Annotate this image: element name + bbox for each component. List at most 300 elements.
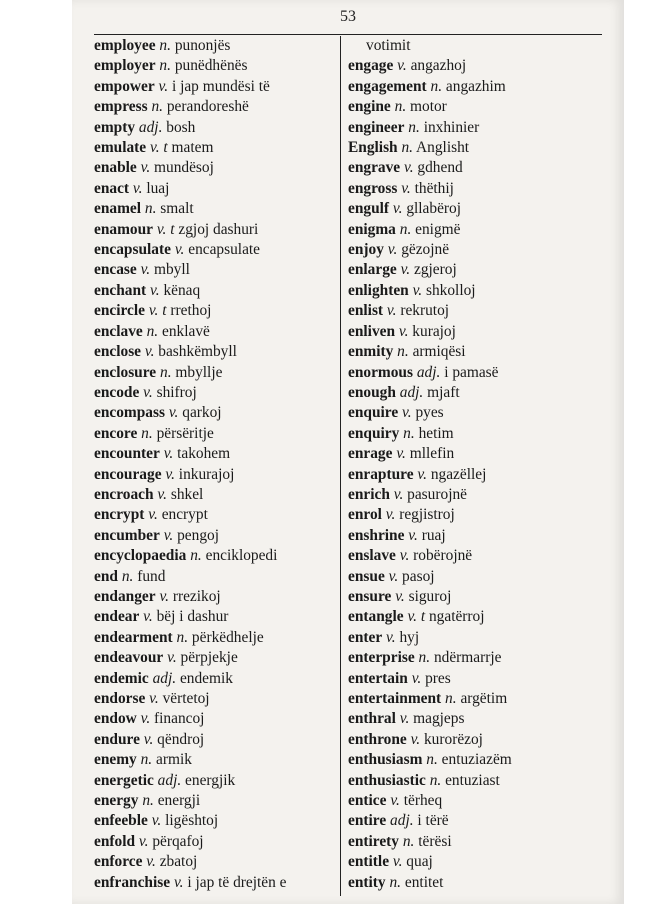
entry-part-of-speech: v. bbox=[140, 261, 151, 279]
entry-headword: encroach bbox=[94, 485, 154, 503]
entry-translation: i jap të drejtën e bbox=[187, 873, 287, 891]
dictionary-entry bbox=[348, 546, 604, 566]
entry-translation: ruaj bbox=[421, 526, 446, 544]
entry-headword: energy bbox=[94, 792, 139, 810]
entry-part-of-speech: adj. bbox=[152, 669, 177, 687]
dictionary-entry bbox=[348, 342, 604, 362]
entry-headword: enamour bbox=[94, 220, 153, 238]
page-number: 53 bbox=[340, 8, 356, 25]
entry-translation: enigmë bbox=[415, 220, 461, 238]
entry-translation: perandoreshë bbox=[166, 98, 249, 116]
entry-translation: tërësi bbox=[418, 832, 452, 850]
dictionary-entry bbox=[348, 526, 604, 546]
entry-translation: rrezikoj bbox=[172, 587, 221, 605]
entry-translation: regjistroj bbox=[399, 506, 455, 524]
entry-part-of-speech: v. bbox=[393, 485, 404, 503]
entry-translation: mundësoj bbox=[154, 159, 214, 177]
entry-translation: pres bbox=[425, 669, 451, 687]
dictionary-entry bbox=[94, 363, 334, 383]
entry-translation: inkurajoj bbox=[178, 465, 235, 483]
entry-translation: i tërë bbox=[417, 812, 449, 830]
entry-part-of-speech: v. bbox=[404, 159, 414, 177]
dictionary-entry bbox=[94, 424, 334, 444]
entry-part-of-speech: v. bbox=[132, 179, 143, 197]
entry-headword: engineer bbox=[348, 118, 405, 136]
dictionary-entry bbox=[94, 301, 334, 321]
entry-translation: angazhim bbox=[445, 77, 506, 95]
entry-headword: enthusiastic bbox=[348, 771, 426, 789]
dictionary-entry bbox=[94, 36, 334, 56]
entry-translation: angazhoj bbox=[410, 57, 467, 75]
entry-part-of-speech: n. bbox=[159, 37, 171, 54]
entry-headword: entice bbox=[348, 792, 387, 810]
dictionary-entry bbox=[348, 260, 604, 280]
entry-headword: enrage bbox=[348, 445, 393, 463]
entry-headword: encourage bbox=[94, 465, 162, 483]
dictionary-entry bbox=[94, 403, 334, 423]
dictionary-entry bbox=[94, 669, 334, 689]
entry-translation: përkëdhelje bbox=[191, 628, 264, 646]
entry-translation: gëzojnë bbox=[401, 241, 450, 259]
continuation-line: votimit bbox=[366, 37, 411, 54]
dictionary-entry bbox=[94, 138, 334, 158]
entry-translation: bëj i dashur bbox=[156, 608, 229, 626]
entry-headword: empower bbox=[94, 77, 155, 95]
entry-headword: enthral bbox=[348, 710, 396, 728]
dictionary-entry bbox=[94, 607, 334, 627]
entry-part-of-speech: v. bbox=[408, 526, 418, 544]
entry-translation: përpjekje bbox=[180, 649, 238, 667]
dictionary-entry bbox=[94, 832, 334, 852]
dictionary-entry bbox=[94, 342, 334, 362]
entry-headword: engrave bbox=[348, 159, 401, 177]
dictionary-entry bbox=[94, 628, 334, 648]
dictionary-entry bbox=[94, 587, 334, 607]
entry-part-of-speech: v. bbox=[143, 383, 153, 401]
entry-part-of-speech: v. bbox=[397, 57, 407, 75]
entry-part-of-speech: v. bbox=[386, 302, 397, 320]
entry-headword: enmity bbox=[348, 343, 394, 361]
entry-headword: enclose bbox=[94, 343, 142, 361]
entry-part-of-speech: v. bbox=[173, 873, 184, 891]
dictionary-entry bbox=[94, 771, 334, 791]
entry-part-of-speech: n. bbox=[397, 343, 409, 361]
entry-part-of-speech: n. bbox=[418, 649, 431, 667]
entry-translation: gllabëroj bbox=[406, 200, 462, 218]
entry-part-of-speech: n. bbox=[176, 628, 189, 646]
entry-headword: enact bbox=[94, 179, 130, 197]
entry-part-of-speech: n. bbox=[430, 77, 443, 95]
entry-translation: tërheq bbox=[403, 792, 443, 810]
entry-headword: encapsulate bbox=[94, 241, 171, 259]
entry-translation: ngazëllej bbox=[430, 465, 487, 483]
entry-headword: engross bbox=[348, 179, 398, 197]
entry-headword: enrol bbox=[348, 506, 382, 524]
entry-headword: enclave bbox=[94, 322, 143, 340]
dictionary-entry bbox=[348, 465, 604, 485]
entry-headword: encrypt bbox=[94, 506, 145, 524]
entry-part-of-speech: v. bbox=[388, 567, 399, 585]
dictionary-entry bbox=[94, 56, 334, 76]
entry-part-of-speech: v. bbox=[140, 159, 151, 177]
dictionary-entry bbox=[94, 873, 334, 893]
entry-translation: energjik bbox=[185, 771, 236, 789]
entry-translation: armik bbox=[156, 751, 192, 769]
entry-headword: engagement bbox=[348, 77, 427, 95]
dictionary-entry bbox=[348, 281, 604, 301]
dictionary-entry bbox=[348, 852, 604, 872]
entry-translation: encapsulate bbox=[188, 241, 261, 259]
entry-headword: enrapture bbox=[348, 465, 414, 483]
dictionary-entry bbox=[94, 118, 334, 138]
entry-translation: entitet bbox=[404, 873, 444, 891]
dictionary-entry bbox=[348, 199, 604, 219]
dictionary-entry bbox=[348, 158, 604, 178]
dictionary-entry bbox=[348, 424, 604, 444]
entry-translation: kurajoj bbox=[412, 322, 456, 340]
entry-headword: endure bbox=[94, 730, 140, 748]
entry-translation: mbyllje bbox=[175, 363, 223, 381]
entry-translation: zgjeroj bbox=[414, 261, 457, 279]
entry-part-of-speech: adj. bbox=[416, 363, 441, 381]
entry-headword: engage bbox=[348, 57, 394, 75]
entry-headword: encounter bbox=[94, 445, 160, 463]
entry-translation: rrethoj bbox=[170, 302, 212, 320]
dictionary-entry bbox=[348, 118, 604, 138]
dictionary-entry bbox=[348, 689, 604, 709]
entry-headword: end bbox=[94, 567, 118, 585]
entry-part-of-speech: v. bbox=[392, 853, 403, 871]
dictionary-entry bbox=[348, 301, 604, 321]
entry-headword: enshrine bbox=[348, 526, 405, 544]
entry-headword: endeavour bbox=[94, 649, 164, 667]
entry-translation: energji bbox=[157, 792, 201, 810]
entry-part-of-speech: n. bbox=[121, 567, 134, 585]
dictionary-entry bbox=[348, 648, 604, 668]
dictionary-entry bbox=[348, 363, 604, 383]
entry-translation: i jap mundësi të bbox=[171, 77, 270, 95]
dictionary-entry bbox=[348, 832, 604, 852]
entry-headword: encompass bbox=[94, 404, 165, 422]
entry-part-of-speech: v. bbox=[410, 730, 421, 748]
entry-translation: shkel bbox=[170, 485, 204, 503]
entry-part-of-speech: v. bbox=[143, 608, 153, 626]
entry-part-of-speech: n. bbox=[394, 98, 407, 116]
entry-headword: enemy bbox=[94, 751, 137, 769]
entry-part-of-speech: v. bbox=[144, 343, 155, 361]
entry-translation: ngatërroj bbox=[428, 608, 485, 626]
entry-headword: enthrone bbox=[348, 730, 407, 748]
entry-headword: encase bbox=[94, 261, 137, 279]
entry-headword: endorse bbox=[94, 690, 146, 707]
left-column bbox=[94, 36, 334, 893]
dictionary-entry bbox=[94, 158, 334, 178]
dictionary-entry bbox=[94, 240, 334, 260]
entry-part-of-speech: v. bbox=[146, 853, 156, 871]
entry-part-of-speech: n. bbox=[144, 200, 157, 218]
dictionary-entry bbox=[348, 709, 604, 729]
entry-part-of-speech: v. bbox=[399, 710, 410, 728]
entry-part-of-speech: n. bbox=[429, 771, 442, 789]
entry-part-of-speech: v. bbox=[157, 485, 167, 503]
entry-part-of-speech: v. bbox=[138, 832, 149, 850]
entry-translation: encrypt bbox=[161, 506, 208, 524]
right-column bbox=[348, 36, 604, 893]
entry-translation: mbyll bbox=[154, 261, 190, 279]
entry-translation: zgjoj dashuri bbox=[178, 220, 259, 238]
entry-part-of-speech: v. bbox=[165, 465, 175, 483]
dictionary-entry bbox=[348, 485, 604, 505]
entry-headword: enlighten bbox=[348, 281, 409, 299]
entry-part-of-speech: v. bbox=[386, 628, 396, 646]
dictionary-entry bbox=[94, 465, 334, 485]
entry-translation: entuziazëm bbox=[441, 751, 512, 769]
entry-translation: enciklopedi bbox=[205, 547, 278, 565]
entry-headword: enigma bbox=[348, 220, 396, 238]
entry-translation: bashkëmbyll bbox=[158, 343, 237, 361]
entry-part-of-speech: n. bbox=[141, 424, 153, 442]
dictionary-entry bbox=[94, 260, 334, 280]
entry-headword: enliven bbox=[348, 322, 396, 340]
entry-translation: vërtetoj bbox=[162, 690, 210, 707]
entry-part-of-speech: n. bbox=[402, 832, 415, 850]
entry-translation: matem bbox=[171, 139, 214, 157]
entry-part-of-speech: n. bbox=[190, 547, 202, 565]
entry-part-of-speech: n. bbox=[151, 98, 163, 116]
dictionary-entry bbox=[94, 526, 334, 546]
dictionary-entry bbox=[348, 567, 604, 587]
entry-headword: entire bbox=[348, 812, 387, 830]
entry-headword: employer bbox=[94, 57, 156, 75]
entry-part-of-speech: n. bbox=[142, 792, 154, 810]
entry-translation: inxhinier bbox=[423, 118, 480, 136]
dictionary-entry bbox=[94, 179, 334, 199]
column-divider bbox=[340, 36, 341, 896]
entry-part-of-speech: v. bbox=[396, 445, 406, 463]
dictionary-entry bbox=[94, 567, 334, 587]
entry-headword: enforce bbox=[94, 853, 143, 871]
entry-part-of-speech: n. bbox=[160, 363, 172, 381]
entry-translation: pasoj bbox=[402, 567, 435, 585]
entry-part-of-speech: v. bbox=[140, 710, 151, 728]
entry-headword: encore bbox=[94, 424, 138, 442]
entry-part-of-speech: n. bbox=[159, 57, 171, 75]
dictionary-entry bbox=[348, 77, 604, 97]
entry-headword: endearment bbox=[94, 628, 173, 646]
entry-translation: financoj bbox=[154, 710, 205, 728]
entry-translation: mjaft bbox=[427, 383, 460, 401]
dictionary-entry bbox=[94, 648, 334, 668]
entry-headword: endemic bbox=[94, 669, 149, 687]
entry-translation: ndërmarrje bbox=[433, 649, 502, 667]
entry-translation: smalt bbox=[160, 200, 194, 218]
dictionary-entry bbox=[348, 669, 604, 689]
entry-part-of-speech: v. bbox=[167, 649, 177, 667]
entry-translation: shifroj bbox=[156, 383, 197, 401]
entry-headword: enchant bbox=[94, 281, 147, 299]
entry-translation: pengoj bbox=[177, 526, 219, 544]
entry-headword: empress bbox=[94, 98, 148, 116]
entry-headword: enjoy bbox=[348, 241, 384, 259]
dictionary-entry bbox=[348, 607, 604, 627]
entry-translation: luaj bbox=[146, 179, 170, 197]
dictionary-entry bbox=[94, 444, 334, 464]
dictionary-entry bbox=[94, 750, 334, 770]
entry-headword: enlist bbox=[348, 302, 384, 320]
entry-part-of-speech: v. bbox=[387, 241, 398, 259]
entry-headword: energetic bbox=[94, 771, 154, 789]
entry-part-of-speech: v. bbox=[385, 506, 396, 524]
entry-translation: shkolloj bbox=[425, 281, 476, 299]
entry-part-of-speech: v. bbox=[402, 404, 412, 422]
entry-headword: empty bbox=[94, 118, 136, 136]
entry-part-of-speech: adj. bbox=[399, 383, 424, 401]
dictionary-entry bbox=[348, 730, 604, 750]
dictionary-entry bbox=[94, 220, 334, 240]
entry-headword: enquire bbox=[348, 404, 399, 422]
dictionary-entry bbox=[348, 628, 604, 648]
entry-translation: kurorëzoj bbox=[423, 730, 483, 748]
entry-part-of-speech: v. bbox=[174, 241, 185, 259]
entry-translation: pasurojnë bbox=[407, 485, 467, 503]
entry-headword: English bbox=[348, 139, 398, 157]
dictionary-page bbox=[72, 0, 624, 904]
entry-translation: quaj bbox=[406, 853, 433, 871]
dictionary-entry bbox=[348, 587, 604, 607]
entry-headword: entitle bbox=[348, 853, 390, 871]
entry-part-of-speech: n. bbox=[399, 220, 412, 238]
entry-headword: encyclopaedia bbox=[94, 547, 187, 565]
entry-translation: Anglisht bbox=[416, 139, 470, 157]
entry-part-of-speech: v. bbox=[159, 587, 169, 605]
entry-translation: kënaq bbox=[163, 281, 201, 299]
entry-translation: pyes bbox=[415, 404, 444, 422]
dictionary-entry bbox=[94, 77, 334, 97]
entry-translation: hyj bbox=[399, 628, 420, 646]
entry-headword: endear bbox=[94, 608, 140, 626]
entry-headword: engine bbox=[348, 98, 391, 116]
entry-headword: encumber bbox=[94, 526, 160, 544]
entry-translation: thëthij bbox=[414, 179, 454, 197]
entry-headword: employee bbox=[94, 37, 156, 54]
entry-part-of-speech: v. bbox=[398, 322, 409, 340]
entry-part-of-speech: v. bbox=[148, 506, 158, 524]
entry-translation: siguroj bbox=[408, 587, 452, 605]
entry-translation: hetim bbox=[418, 424, 454, 442]
dictionary-entry bbox=[348, 383, 604, 403]
entry-part-of-speech: v. bbox=[399, 547, 410, 565]
entry-part-of-speech: n. bbox=[403, 424, 415, 442]
entry-translation: ligështoj bbox=[165, 812, 219, 830]
entry-part-of-speech: n. bbox=[426, 751, 438, 769]
entry-headword: enable bbox=[94, 159, 137, 177]
entry-part-of-speech: v. bbox=[392, 200, 403, 218]
entry-translation: magjeps bbox=[413, 710, 465, 728]
entry-translation: rekrutoj bbox=[400, 302, 450, 320]
entry-headword: entangle bbox=[348, 608, 404, 626]
entry-translation: enklavë bbox=[162, 322, 210, 340]
entry-headword: enfold bbox=[94, 832, 136, 850]
entry-headword: enamel bbox=[94, 200, 142, 218]
dictionary-entry bbox=[94, 322, 334, 342]
dictionary-entry bbox=[348, 771, 604, 791]
entry-part-of-speech: adj. bbox=[390, 812, 414, 830]
dictionary-entry bbox=[348, 97, 604, 117]
dictionary-entry bbox=[348, 240, 604, 260]
entry-translation: armiqësi bbox=[412, 343, 466, 361]
dictionary-entry bbox=[348, 750, 604, 770]
entry-headword: enlarge bbox=[348, 261, 397, 279]
entry-part-of-speech: n. bbox=[445, 690, 457, 707]
entry-part-of-speech: v. bbox=[412, 281, 423, 299]
dictionary-entry bbox=[94, 485, 334, 505]
dictionary-entry bbox=[94, 791, 334, 811]
entry-headword: encode bbox=[94, 383, 140, 401]
entry-headword: enthusiasm bbox=[348, 751, 423, 769]
entry-headword: enterprise bbox=[348, 649, 415, 667]
entry-headword: endanger bbox=[94, 587, 156, 605]
entry-translation: qarkoj bbox=[182, 404, 222, 422]
entry-headword: entity bbox=[348, 873, 386, 891]
entry-translation: robërojnë bbox=[413, 547, 473, 565]
entry-translation: përsëritje bbox=[156, 424, 214, 442]
entry-part-of-speech: n. bbox=[140, 751, 153, 769]
dictionary-entry bbox=[348, 138, 604, 158]
entry-part-of-speech: v. bbox=[411, 669, 422, 687]
dictionary-entry bbox=[94, 546, 334, 566]
dictionary-entry bbox=[348, 505, 604, 525]
entry-headword: enrich bbox=[348, 485, 390, 503]
dictionary-entry bbox=[348, 56, 604, 76]
dictionary-entry bbox=[348, 322, 604, 342]
entry-headword: entertain bbox=[348, 669, 408, 687]
entry-translation: zbatoj bbox=[159, 853, 198, 871]
entry-part-of-speech: n. bbox=[408, 118, 420, 136]
entry-translation: punëdhënës bbox=[174, 57, 248, 75]
entry-part-of-speech: v. bbox=[395, 587, 405, 605]
entry-headword: ensure bbox=[348, 587, 392, 605]
entry-headword: enfranchise bbox=[94, 873, 171, 891]
entry-part-of-speech: v. bbox=[168, 404, 179, 422]
entry-headword: enclosure bbox=[94, 363, 157, 381]
entry-headword: encircle bbox=[94, 302, 145, 320]
entry-translation: argëtim bbox=[460, 690, 508, 707]
dictionary-entry bbox=[348, 791, 604, 811]
entry-part-of-speech: v. bbox=[158, 77, 169, 95]
entry-part-of-speech: n. bbox=[389, 873, 402, 891]
entry-headword: enough bbox=[348, 383, 396, 401]
entry-translation: motor bbox=[410, 98, 447, 116]
dictionary-entry bbox=[94, 199, 334, 219]
entry-translation: endemik bbox=[179, 669, 233, 687]
entry-part-of-speech: n. bbox=[401, 139, 414, 157]
entry-part-of-speech: v. bbox=[149, 690, 159, 707]
dictionary-entry bbox=[94, 383, 334, 403]
dictionary-entry bbox=[94, 97, 334, 117]
entry-translation: punonjës bbox=[174, 37, 231, 54]
entry-part-of-speech: v. bbox=[390, 792, 400, 810]
dictionary-entry bbox=[348, 403, 604, 423]
entry-headword: enquiry bbox=[348, 424, 400, 442]
entry-part-of-speech: v. bbox=[400, 261, 411, 279]
entry-headword: enslave bbox=[348, 547, 396, 565]
entry-part-of-speech: v. t bbox=[148, 302, 167, 320]
entry-headword: engulf bbox=[348, 200, 390, 218]
header-rule bbox=[94, 34, 602, 35]
entry-part-of-speech: v. bbox=[401, 179, 411, 197]
entry-translation: gdhend bbox=[417, 159, 463, 177]
entry-translation: bosh bbox=[166, 118, 196, 136]
